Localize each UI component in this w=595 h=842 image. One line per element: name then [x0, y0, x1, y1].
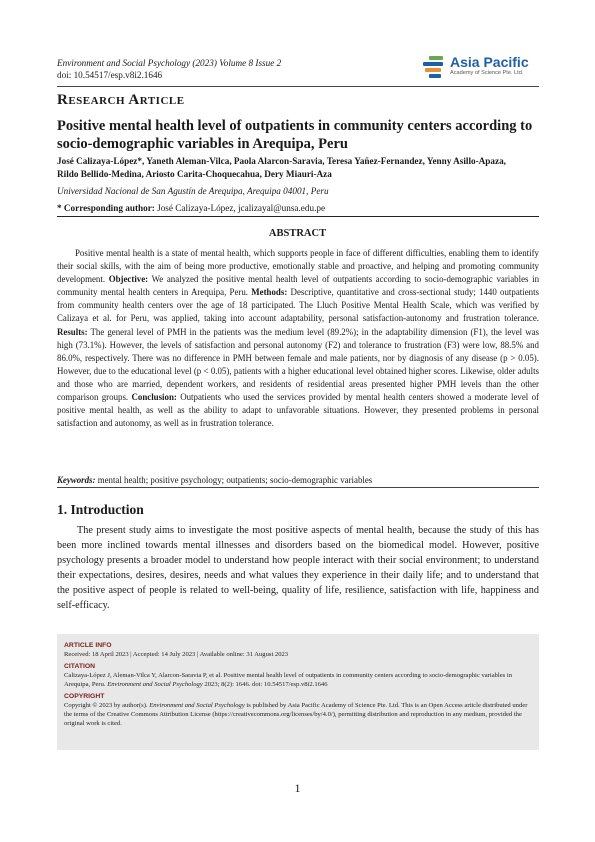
header-rule: [57, 86, 539, 87]
abstract-heading: ABSTRACT: [268, 228, 327, 239]
results-label: Results:: [57, 326, 88, 337]
conclusion-label: Conclusion:: [131, 392, 177, 403]
copyright-text: Copyright © 2023 by author(s). Environment and Social Psychology is published by Asia Pacific Academy of Science Pte. Ltd. This is an Open Access article distributed under the terms of the Creative Commons Attribution License (https://creativecommons.org/licenses/by/4.0/), permitting distribution and reproduction in any medium, provided the original work is cited.: [64, 702, 528, 727]
paper-title: Positive mental health level of outpatients in community centers according to socio-demographic variables in Arequipa, Peru: [57, 118, 533, 152]
corresponding-label: * Corresponding author:: [57, 203, 155, 213]
objective-label: Objective:: [108, 274, 149, 285]
abstract-conclusion: Outpatients who used the services provided by mental health centers showed a moderate level of positive mental health, as well as the ability to adapt to unfavorable situations. However, they presented problems in personal satisfaction and autonomy, as well as in frustration tolerance.: [57, 392, 539, 429]
journal-citation: Environment and Social Psychology (2023) Volume 8 Issue 2: [57, 58, 282, 68]
copyright-label: COPYRIGHT: [64, 693, 105, 700]
authors-line-1: José Calizaya-López*, Yaneth Aleman-Vilca, Paola Alarcon-Saravia, Teresa Yañez-Fernandez, Yenny Asillo-Apaza,: [57, 156, 506, 166]
citation-label: CITATION: [64, 663, 96, 670]
abstract-objective: We analyzed the positive mental health level of outpatients according to socio-demographic variables in community mental health centers in Arequipa, Peru.: [57, 274, 540, 298]
corresponding-text: José Calizaya-López, jcalizayal@unsa.edu.pe: [157, 203, 326, 213]
corresponding-author: [57, 202, 539, 214]
citation-text: Calizaya-López J, Aleman-Vilca Y, Alarcon-Saravia P, et al. Positive mental health level of outpatients in community centers according to socio-demographic variables in Arequipa, Peru. Environment and Social Psychology 2023; 8(2): 1646. doi: 10.54517/esp.v8i2.1646: [64, 672, 513, 688]
doi-text: doi: 10.54517/esp.v8i2.1646: [57, 70, 163, 80]
keywords-rule: [57, 487, 539, 488]
section-heading-introduction: 1. Introduction: [57, 502, 144, 517]
publisher-logo: [423, 53, 535, 81]
affiliation: Universidad Nacional de San Agustín de Arequipa, Arequipa 04001, Peru: [57, 186, 329, 196]
article-info-label: ARTICLE INFO: [64, 642, 112, 649]
page-header: [57, 54, 539, 89]
logo-mark-icon: [423, 55, 445, 77]
article-info-box: [57, 634, 539, 750]
logo-name: Asia Pacific: [450, 54, 529, 70]
abstract-results: The general level of PMH in the patients was the medium level (89.2%); in the adaptability dimension (F1), the level was high (73.1%). However, the levels of satisfaction and personal autonomy (F2) and tolerance to frustration (F3) were low, 88.5% and 86.0%, respectively. There was no difference in PMH between female and male patients, nor by diagnosis of any disease (p > 0.05). However, due to the educational level (p < 0.05), patients with a higher educational level obtained higher scores. Likewise, older adults and those who are married, dependent workers, and residents of residential areas presented higher PMH levels than the other comparison groups.: [57, 326, 540, 403]
author-list: [57, 155, 539, 181]
abstract-methods: Descriptive, quantitative and cross-sectional study; 1440 outpatients from community health centers over the age of 18 participated. The Lluch Positive Mental Health Scale, which was verified by Calizaya et al. for Peru, was applied, taking into account adaptability, personal satisfaction-autonomy and frustration tolerance.: [57, 287, 539, 324]
abstract-intro: Positive mental health is a state of mental health, which supports people in face of different difficulties, enabling them to identify their social skills, with the aim of being more productive, emotionally stable and proactive, and helping and promoting community development.: [57, 248, 539, 285]
keywords-label: Keywords:: [57, 475, 96, 485]
abstract-body: [57, 247, 539, 430]
introduction-text: The present study aims to investigate the most positive aspects of mental health, because the study of this has been more inclined towards mental illnesses and disorders based on the biomedical model. However, positive psychology presents a broader model to understand how people interact with their social environment; to understand their expectations, desires, desires, needs and what values they experience in their daily life; and to understand that the positive aspect of people is related to well-being, quality of life, resilience, satisfaction with life, happiness and self-efficacy.: [57, 525, 539, 611]
article-dates: Received: 18 April 2023 | Accepted: 14 July 2023 | Available online: 31 August 2023: [64, 651, 289, 658]
authors-line-2: Rildo Bellido-Medina, Ariosto Carita-Choquecahua, Dery Miauri-Aza: [57, 169, 332, 179]
page-number: 1: [294, 781, 301, 795]
article-type: Research Article: [57, 92, 185, 108]
title-rule: [57, 216, 539, 217]
keywords: [57, 474, 539, 486]
methods-label: Methods:: [251, 287, 288, 298]
keywords-text: mental health; positive psychology; outpatients; socio-demographic variables: [97, 475, 373, 485]
logo-subtitle: Academy of Science Pte. Ltd.: [450, 70, 524, 76]
